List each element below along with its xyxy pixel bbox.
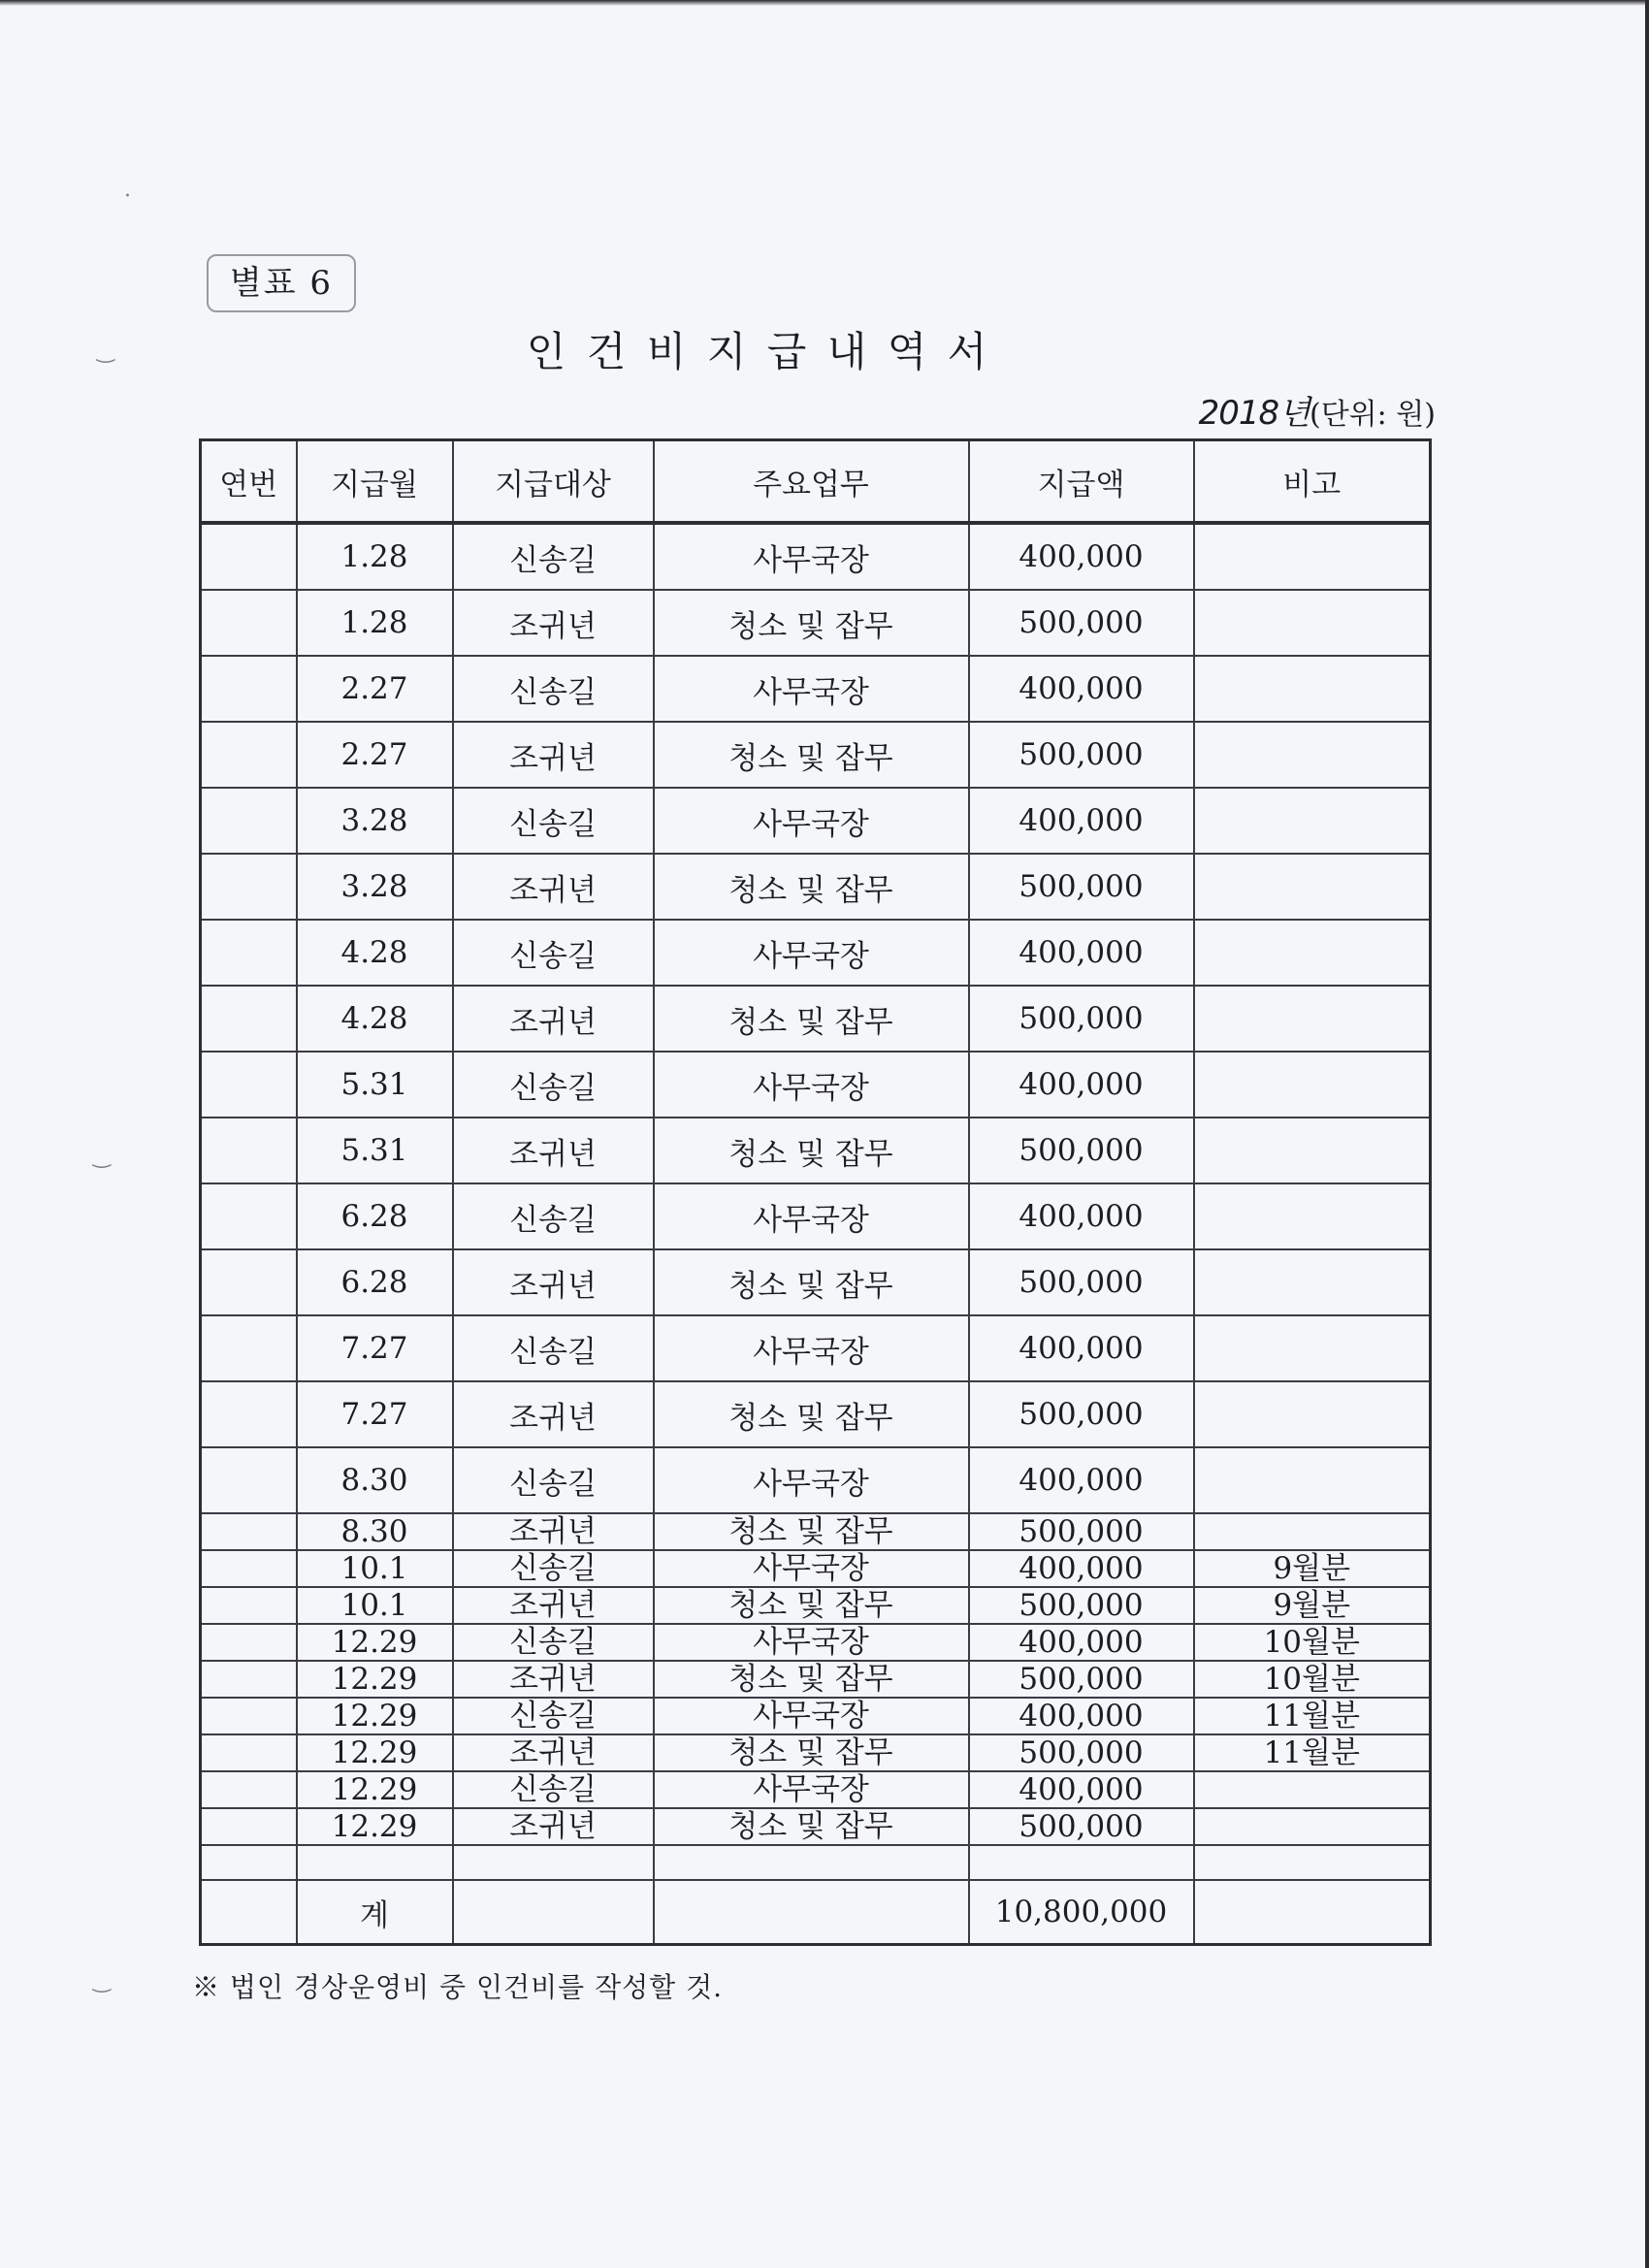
cell-remark [1194,1381,1431,1447]
cell-remark [1194,590,1431,656]
header-amount: 지급액 [969,440,1194,524]
cell-remark [1194,1771,1431,1808]
cell-duty: 청소 및 잡무 [654,854,969,920]
cell-no [201,1698,297,1734]
table-row [201,1052,1431,1118]
cell-month: 12.29 [297,1661,453,1698]
title-char: 역 [887,328,927,375]
table-row [201,1661,1431,1698]
cell-amount: 500,000 [969,1808,1194,1845]
cell-amount: 400,000 [969,1550,1194,1587]
title-char: 비 [646,328,687,375]
cell-target: 조귀년 [453,854,654,920]
cell-no [201,1052,297,1118]
cell-target: 조귀년 [453,1513,654,1550]
cell-no [201,1381,297,1447]
cell-target: 신송길 [453,920,654,986]
cell-amount: 400,000 [969,920,1194,986]
cell-duty: 사무국장 [654,788,969,854]
cell-target: 조귀년 [453,1381,654,1447]
binding-hole-mark: · [124,184,131,209]
cell-amount: 500,000 [969,1118,1194,1183]
cell-target: 조귀년 [453,986,654,1052]
cell-month: 12.29 [297,1734,453,1771]
table-row [201,1249,1431,1315]
cell-remark [1194,1513,1431,1550]
cell-no [201,1771,297,1808]
cell-duty: 청소 및 잡무 [654,1587,969,1624]
empty-cell [453,1845,654,1880]
cell-duty: 사무국장 [654,523,969,590]
cell-target: 조귀년 [453,590,654,656]
scan-edge [1645,0,1649,2268]
cell-month: 8.30 [297,1513,453,1550]
title-char: 내 [826,328,867,375]
cell-duty [654,1880,969,1945]
cell-amount: 500,000 [969,854,1194,920]
cell-target: 신송길 [453,1183,654,1249]
cell-month: 12.29 [297,1771,453,1808]
table-row-empty [201,1845,1431,1880]
table-row [201,1624,1431,1661]
cell-duty: 사무국장 [654,1052,969,1118]
cell-no [201,1513,297,1550]
cell-target: 신송길 [453,523,654,590]
cell-target: 조귀년 [453,1587,654,1624]
table-row [201,1447,1431,1513]
cell-no [201,854,297,920]
document-title [456,323,1057,381]
cell-target: 신송길 [453,1052,654,1118]
cell-amount: 500,000 [969,1381,1194,1447]
cell-amount: 500,000 [969,986,1194,1052]
cell-month: 7.27 [297,1315,453,1381]
cell-target: 신송길 [453,1698,654,1734]
cell-remark: 11월분 [1194,1698,1431,1734]
cell-remark [1194,854,1431,920]
table-header-row [201,440,1431,524]
cell-month: 1.28 [297,523,453,590]
cell-amount: 400,000 [969,1624,1194,1661]
cell-remark [1194,1052,1431,1118]
cell-no [201,523,297,590]
cell-amount: 400,000 [969,1315,1194,1381]
cell-month: 8.30 [297,1447,453,1513]
cell-amount: 400,000 [969,1447,1194,1513]
cell-target: 신송길 [453,1315,654,1381]
table-row [201,523,1431,590]
cell-no [201,1808,297,1845]
cell-no [201,920,297,986]
cell-target: 신송길 [453,788,654,854]
cell-month: 5.31 [297,1052,453,1118]
cell-remark [1194,1183,1431,1249]
cell-duty: 사무국장 [654,1183,969,1249]
cell-no [201,1880,297,1945]
empty-cell [297,1845,453,1880]
cell-duty: 사무국장 [654,920,969,986]
cell-remark: 10월분 [1194,1624,1431,1661]
payroll-table [199,438,1432,1946]
cell-remark [1194,1315,1431,1381]
cell-target: 신송길 [453,1447,654,1513]
cell-remark [1194,788,1431,854]
appendix-badge: 별표 6 [207,254,356,312]
title-char: 지 [706,328,747,375]
cell-no [201,656,297,722]
cell-amount: 400,000 [969,1771,1194,1808]
cell-target: 조귀년 [453,1118,654,1183]
table-row [201,1587,1431,1624]
title-char: 인 [526,328,566,375]
cell-target: 조귀년 [453,1661,654,1698]
title-char: 급 [766,328,807,375]
cell-no [201,1661,297,1698]
cell-duty: 청소 및 잡무 [654,986,969,1052]
cell-remark: 9월분 [1194,1550,1431,1587]
cell-month: 3.28 [297,788,453,854]
cell-remark: 11월분 [1194,1734,1431,1771]
cell-amount: 400,000 [969,523,1194,590]
cell-month: 1.28 [297,590,453,656]
cell-target [453,1880,654,1945]
cell-no [201,1118,297,1183]
cell-duty: 청소 및 잡무 [654,1118,969,1183]
cell-remark [1194,1118,1431,1183]
header-duty: 주요업무 [654,440,969,524]
cell-amount: 400,000 [969,788,1194,854]
cell-no [201,1550,297,1587]
cell-no [201,1587,297,1624]
table-row [201,1771,1431,1808]
handwritten-year: 2018년 [1198,394,1310,433]
cell-amount: 500,000 [969,1513,1194,1550]
cell-target: 신송길 [453,1771,654,1808]
empty-cell [201,1845,297,1880]
unit-label [1183,391,1436,436]
cell-target: 조귀년 [453,1808,654,1845]
cell-no [201,1315,297,1381]
cell-no [201,788,297,854]
table-row [201,722,1431,788]
cell-month: 6.28 [297,1249,453,1315]
table-row [201,1183,1431,1249]
table-row [201,1808,1431,1845]
cell-no [201,1183,297,1249]
table-row [201,986,1431,1052]
cell-month: 5.31 [297,1118,453,1183]
cell-amount: 500,000 [969,590,1194,656]
table-row [201,920,1431,986]
cell-amount: 500,000 [969,1587,1194,1624]
cell-month: 7.27 [297,1381,453,1447]
cell-duty: 청소 및 잡무 [654,1381,969,1447]
cell-target: 조귀년 [453,1734,654,1771]
cell-month: 4.28 [297,986,453,1052]
table-row [201,1315,1431,1381]
cell-duty: 사무국장 [654,1447,969,1513]
cell-amount: 400,000 [969,656,1194,722]
empty-cell [1194,1845,1431,1880]
table-row [201,1513,1431,1550]
cell-duty: 청소 및 잡무 [654,1513,969,1550]
cell-month: 10.1 [297,1587,453,1624]
cell-month: 2.27 [297,656,453,722]
header-target: 지급대상 [453,440,654,524]
binding-hole-mark: ‿ [97,340,114,364]
unit-text: (단위: 원) [1310,398,1436,432]
cell-duty: 사무국장 [654,1624,969,1661]
cell-amount: 400,000 [969,1052,1194,1118]
cell-duty: 청소 및 잡무 [654,722,969,788]
cell-remark: 9월분 [1194,1587,1431,1624]
cell-remark [1194,1880,1431,1945]
total-label: 계 [297,1880,453,1945]
cell-month: 12.29 [297,1698,453,1734]
cell-remark [1194,986,1431,1052]
cell-duty: 사무국장 [654,1698,969,1734]
cell-remark [1194,656,1431,722]
cell-remark [1194,920,1431,986]
cell-target: 신송길 [453,1550,654,1587]
table-row [201,1118,1431,1183]
cell-target: 조귀년 [453,722,654,788]
cell-duty: 사무국장 [654,656,969,722]
header-remark: 비고 [1194,440,1431,524]
cell-duty: 청소 및 잡무 [654,1249,969,1315]
cell-remark: 10월분 [1194,1661,1431,1698]
table-row [201,1550,1431,1587]
total-row [201,1880,1431,1945]
cell-remark [1194,1808,1431,1845]
cell-remark [1194,722,1431,788]
header-month: 지급월 [297,440,453,524]
cell-target: 조귀년 [453,1249,654,1315]
cell-target: 신송길 [453,1624,654,1661]
table-row [201,656,1431,722]
table-row [201,1734,1431,1771]
title-char: 건 [586,328,627,375]
title-char: 서 [947,328,987,375]
cell-amount: 400,000 [969,1183,1194,1249]
cell-month: 10.1 [297,1550,453,1587]
cell-month: 2.27 [297,722,453,788]
binding-hole-mark: ‿ [93,1969,111,1993]
header-no: 연번 [201,440,297,524]
scan-edge [0,0,1649,6]
cell-amount: 500,000 [969,1661,1194,1698]
cell-remark [1194,1249,1431,1315]
cell-duty: 사무국장 [654,1315,969,1381]
table-row [201,854,1431,920]
empty-cell [969,1845,1194,1880]
table-row [201,1698,1431,1734]
cell-duty: 청소 및 잡무 [654,1661,969,1698]
cell-month: 3.28 [297,854,453,920]
cell-duty: 사무국장 [654,1771,969,1808]
cell-remark [1194,1447,1431,1513]
cell-duty: 청소 및 잡무 [654,1734,969,1771]
cell-no [201,1249,297,1315]
cell-amount: 500,000 [969,1249,1194,1315]
cell-amount: 500,000 [969,722,1194,788]
cell-duty: 사무국장 [654,1550,969,1587]
binding-hole-mark: ‿ [93,1145,111,1169]
cell-month: 12.29 [297,1624,453,1661]
cell-target: 신송길 [453,656,654,722]
cell-amount: 500,000 [969,1734,1194,1771]
cell-remark [1194,523,1431,590]
cell-no [201,1734,297,1771]
table-row [201,788,1431,854]
table-row [201,590,1431,656]
total-amount: 10,800,000 [969,1880,1194,1945]
cell-month: 12.29 [297,1808,453,1845]
cell-no [201,590,297,656]
cell-amount: 400,000 [969,1698,1194,1734]
cell-month: 6.28 [297,1183,453,1249]
cell-no [201,722,297,788]
footnote: ※ 법인 경상운영비 중 인건비를 작성할 것. [192,1971,724,2003]
cell-no [201,1624,297,1661]
cell-no [201,1447,297,1513]
cell-duty: 청소 및 잡무 [654,1808,969,1845]
cell-no [201,986,297,1052]
empty-cell [654,1845,969,1880]
table-row [201,1381,1431,1447]
cell-duty: 청소 및 잡무 [654,590,969,656]
cell-month: 4.28 [297,920,453,986]
